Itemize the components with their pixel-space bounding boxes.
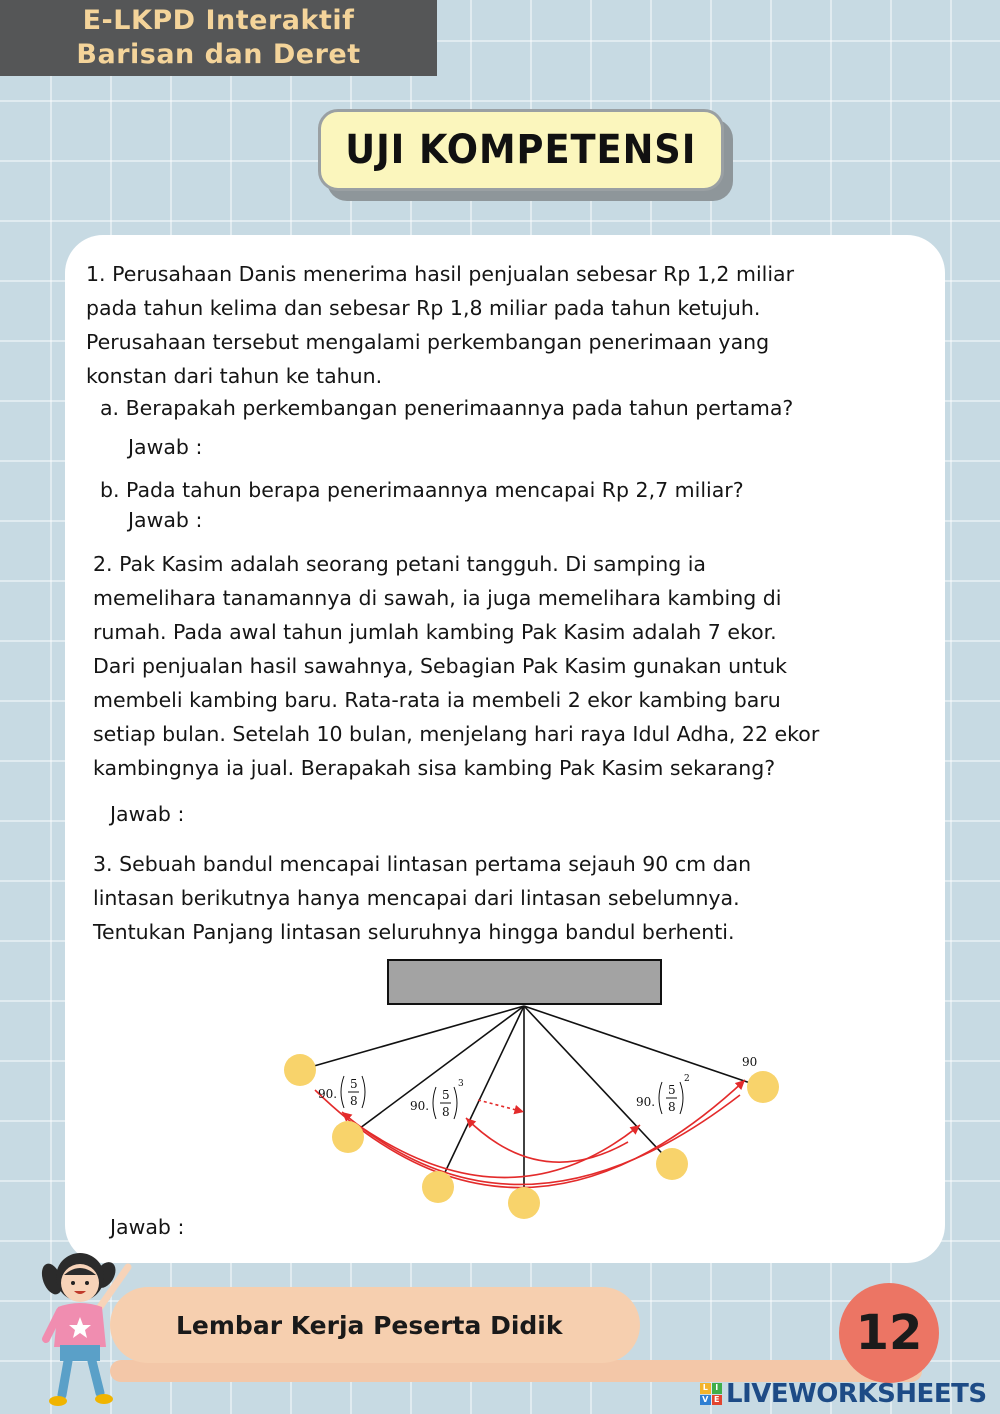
question-1-line: 1. Perusahaan Danis menerima hasil penjualan sebesar Rp 1,2 miliar bbox=[86, 262, 795, 286]
exponent: 2 bbox=[684, 1074, 690, 1084]
question-2 bbox=[93, 547, 916, 785]
pendulum-bob bbox=[332, 1121, 364, 1153]
pendulum-diagram bbox=[280, 950, 810, 1230]
pendulum-support bbox=[388, 960, 661, 1004]
question-1-line: konstan dari tahun ke tahun. bbox=[86, 364, 383, 388]
answer-3-label: Jawab : bbox=[110, 1215, 185, 1239]
fraction-denominator: 8 bbox=[350, 1094, 358, 1108]
answer-2-label: Jawab : bbox=[110, 802, 185, 826]
question-1a: a. Berapakah perkembangan penerimaannya pada tahun pertama? bbox=[100, 396, 794, 420]
fraction-numerator: 5 bbox=[668, 1083, 676, 1097]
question-3-line: Tentukan Panjang lintasan seluruhnya hingga bandul berhenti. bbox=[93, 920, 735, 944]
exponent: 3 bbox=[458, 1079, 464, 1089]
question-2-line: memelihara tanamannya di sawah, ia juga memelihara kambing di bbox=[93, 586, 782, 610]
pendulum-bob bbox=[656, 1148, 688, 1180]
question-2-line: rumah. Pada awal tahun jumlah kambing Pak Kasim adalah 7 ekor. bbox=[93, 620, 777, 644]
fraction-numerator: 5 bbox=[442, 1088, 450, 1102]
question-1-line: pada tahun kelima dan sebesar Rp 1,8 miliar pada tahun ketujuh. bbox=[86, 296, 761, 320]
page-number: 12 bbox=[855, 1305, 923, 1361]
liveworksheets-brand[interactable] bbox=[700, 1378, 987, 1410]
question-3-line: lintasan berikutnya hanya mencapai dari lintasan sebelumnya. bbox=[93, 886, 740, 910]
question-2-line: 2. Pak Kasim adalah seorang petani tangguh. Di samping ia bbox=[93, 552, 706, 576]
pendulum-bob bbox=[422, 1171, 454, 1203]
header-tab bbox=[0, 0, 437, 76]
page-title: UJI KOMPETENSI bbox=[345, 127, 697, 173]
answer-1a-label: Jawab : bbox=[128, 435, 203, 459]
label-90: 90 bbox=[742, 1055, 758, 1069]
pendulum-bob bbox=[508, 1187, 540, 1219]
footer-pill bbox=[110, 1287, 640, 1363]
label-coef: 90. bbox=[636, 1095, 656, 1109]
question-2-line: kambingnya ia jual. Berapakah sisa kambing Pak Kasim sekarang? bbox=[93, 756, 776, 780]
header-title-line2: Barisan dan Deret bbox=[76, 39, 361, 70]
question-1 bbox=[86, 257, 912, 393]
pendulum-bob bbox=[284, 1054, 316, 1086]
title-box bbox=[318, 109, 724, 191]
brand-text: LIVEWORKSHEETS bbox=[726, 1379, 987, 1409]
liveworksheets-logo-icon: L I V E bbox=[700, 1383, 722, 1405]
question-2-line: Dari penjualan hasil sawahnya, Sebagian Pak Kasim gunakan untuk bbox=[93, 654, 787, 678]
question-1b: b. Pada tahun berapa penerimaannya mencapai Rp 2,7 miliar? bbox=[100, 478, 744, 502]
pendulum-bobs bbox=[284, 1054, 779, 1219]
footer-label: Lembar Kerja Peserta Didik bbox=[176, 1310, 563, 1340]
question-2-line: setiap bulan. Setelah 10 bulan, menjelang hari raya Idul Adha, 22 ekor bbox=[93, 722, 820, 746]
header-title-line1: E-LKPD Interaktif bbox=[82, 5, 355, 36]
label-coef: 90. bbox=[318, 1087, 338, 1101]
label-coef: 90. bbox=[410, 1099, 430, 1113]
fraction-denominator: 8 bbox=[442, 1105, 450, 1119]
pendulum-strings bbox=[300, 1006, 762, 1203]
page-number-badge bbox=[839, 1283, 939, 1383]
question-3 bbox=[93, 847, 917, 949]
question-3-line: 3. Sebuah bandul mencapai lintasan pertama sejauh 90 cm dan bbox=[93, 852, 752, 876]
answer-1b-label: Jawab : bbox=[128, 508, 203, 532]
question-2-line: membeli kambing baru. Rata-rata ia membeli 2 ekor kambing baru bbox=[93, 688, 781, 712]
fraction-numerator: 5 bbox=[350, 1077, 358, 1091]
fraction-denominator: 8 bbox=[668, 1100, 676, 1114]
pendulum-bob bbox=[747, 1071, 779, 1103]
question-1-line: Perusahaan tersebut mengalami perkembangan penerimaan yang bbox=[86, 330, 770, 354]
